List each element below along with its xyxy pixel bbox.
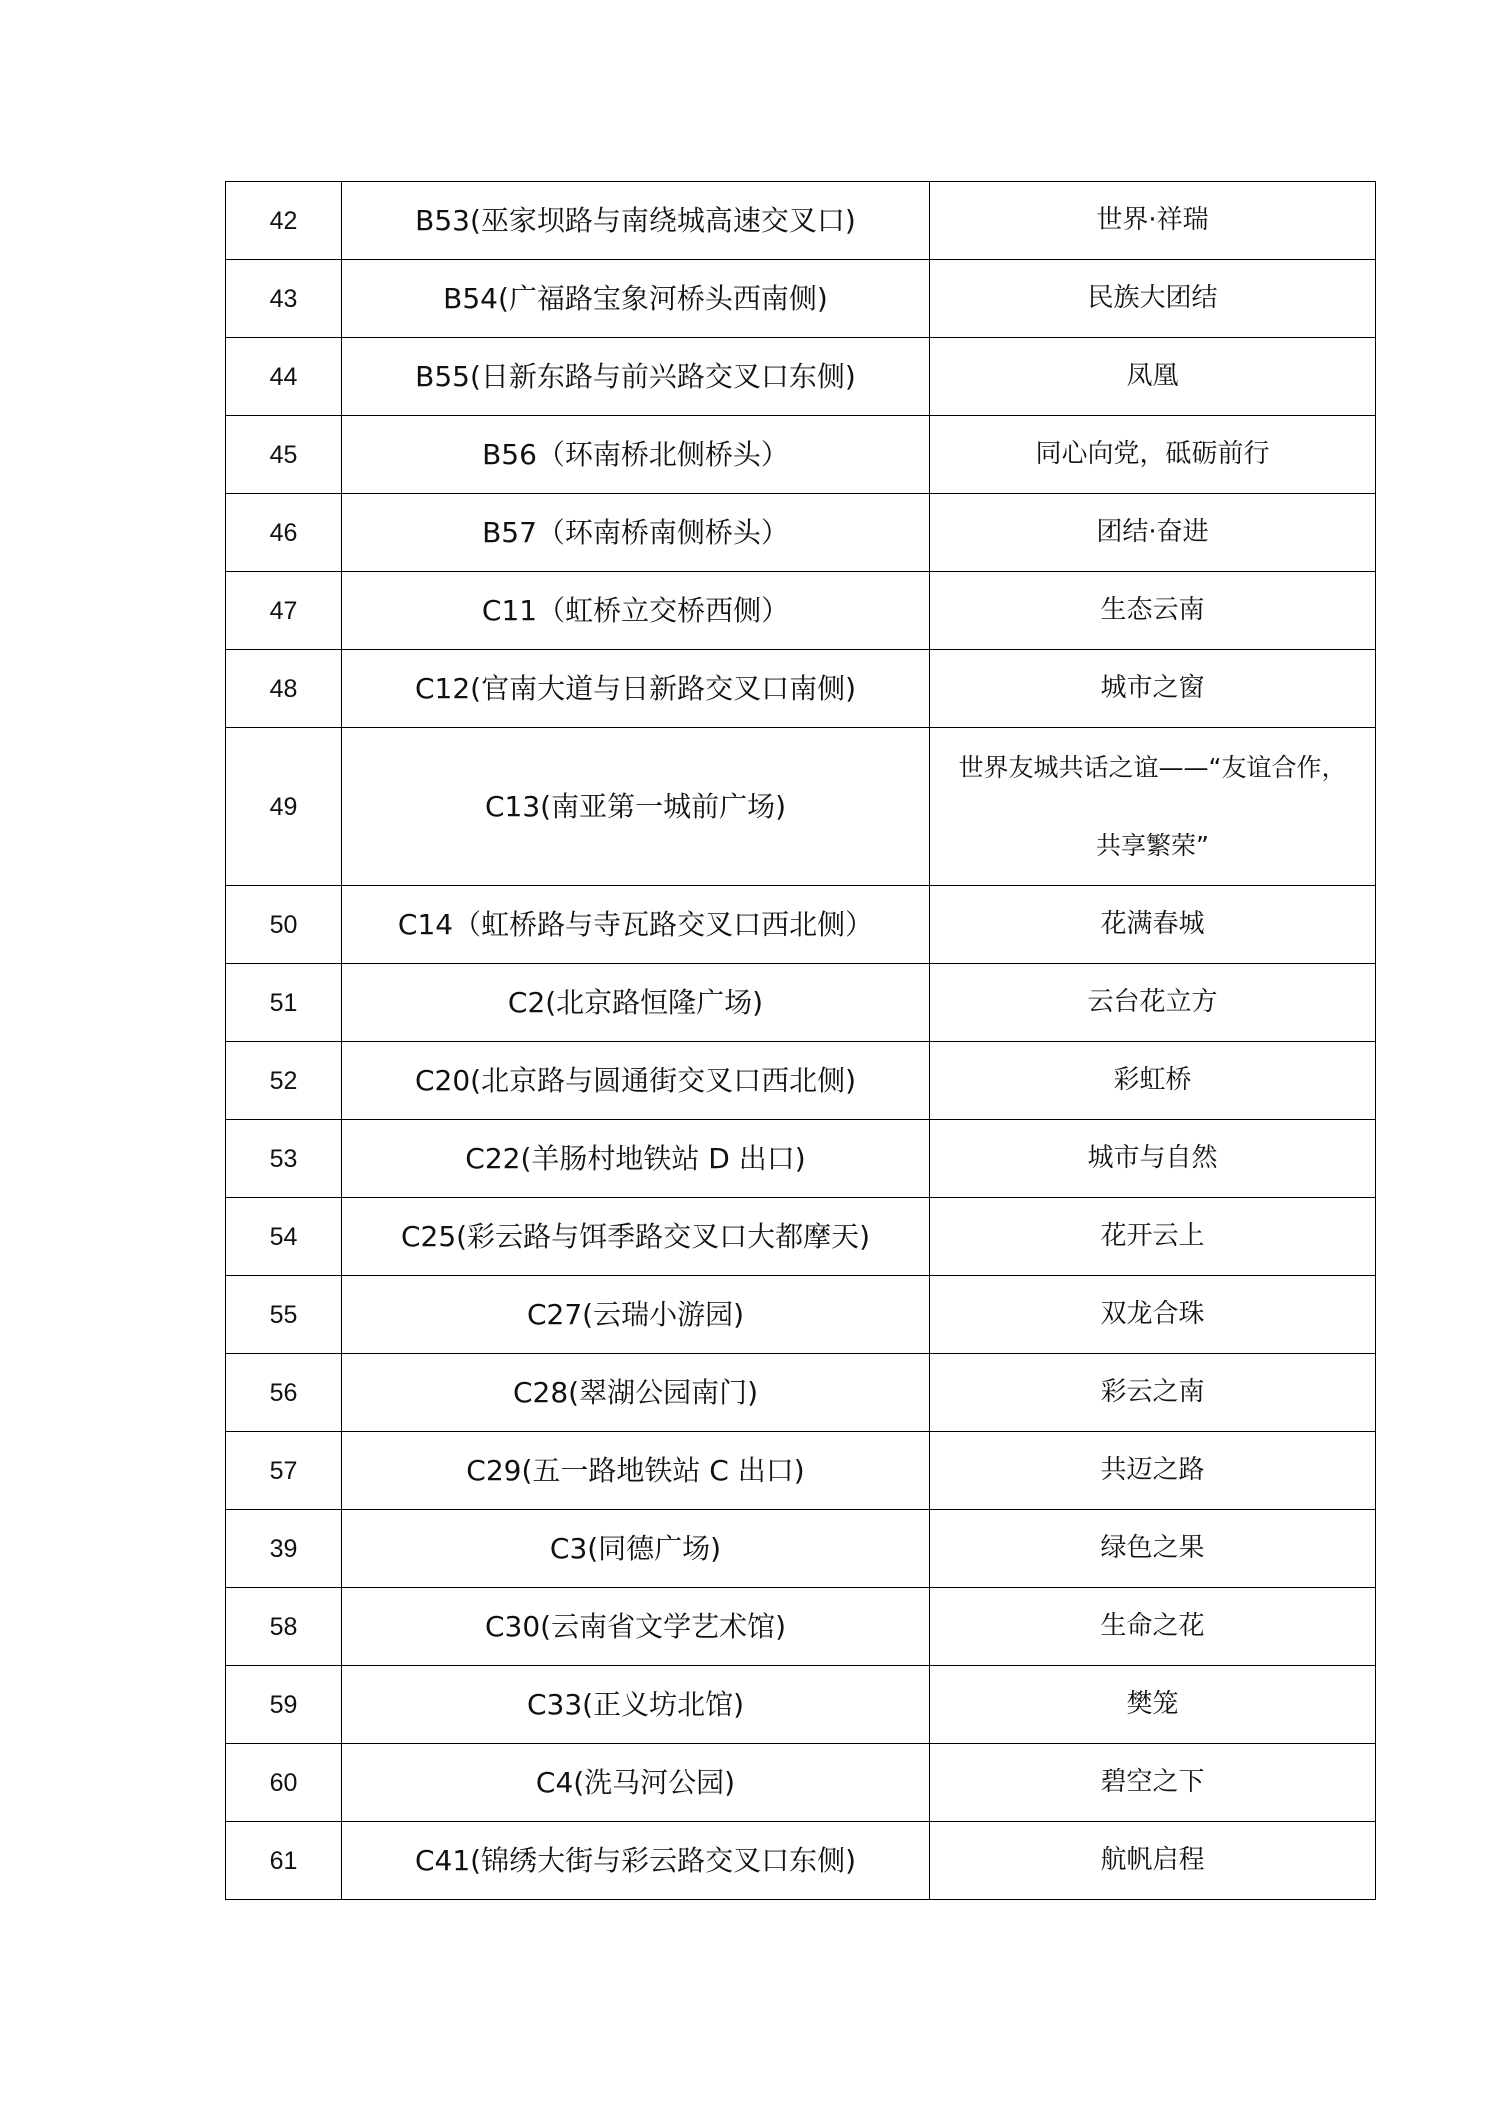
row-number-cell: 54 [226, 1198, 342, 1276]
row-number-cell: 50 [226, 886, 342, 964]
row-number-cell: 61 [226, 1822, 342, 1900]
artwork-name-cell: 花开云上 [930, 1198, 1376, 1276]
location-cell: C33(正义坊北馆) [342, 1666, 930, 1744]
artwork-name-line-2: 共享繁荣” [1096, 830, 1209, 860]
table-row [226, 494, 1376, 572]
row-number-cell: 59 [226, 1666, 342, 1744]
location-cell: B56（环南桥北侧桥头） [342, 416, 930, 494]
location-cell: B54(广福路宝象河桥头西南侧) [342, 260, 930, 338]
artwork-name-cell: 绿色之果 [930, 1510, 1376, 1588]
table-row [226, 1822, 1376, 1900]
table-row [226, 416, 1376, 494]
row-number-cell: 47 [226, 572, 342, 650]
artwork-name-cell: 同心向党，砥砺前行 [930, 416, 1376, 494]
row-number-cell: 48 [226, 650, 342, 728]
row-number-cell: 55 [226, 1276, 342, 1354]
sites-table [225, 181, 1376, 1900]
table-row [226, 1744, 1376, 1822]
row-number-cell: 44 [226, 338, 342, 416]
table-row [226, 1198, 1376, 1276]
artwork-name-cell: 云台花立方 [930, 964, 1376, 1042]
table-row [226, 650, 1376, 728]
artwork-name-cell: 民族大团结 [930, 260, 1376, 338]
artwork-name-cell: 彩虹桥 [930, 1042, 1376, 1120]
row-number-cell: 39 [226, 1510, 342, 1588]
artwork-name-cell: 团结·奋进 [930, 494, 1376, 572]
row-number-cell: 49 [226, 728, 342, 886]
table-row [226, 1354, 1376, 1432]
location-cell: C27(云瑞小游园) [342, 1276, 930, 1354]
artwork-name-cell: 樊笼 [930, 1666, 1376, 1744]
artwork-name-cell: 碧空之下 [930, 1744, 1376, 1822]
location-cell: C13(南亚第一城前广场) [342, 728, 930, 886]
location-cell: B55(日新东路与前兴路交叉口东侧) [342, 338, 930, 416]
row-number-cell: 42 [226, 182, 342, 260]
table-row [226, 1666, 1376, 1744]
row-number-cell: 51 [226, 964, 342, 1042]
location-cell: C11（虹桥立交桥西侧） [342, 572, 930, 650]
artwork-name-cell: 航帆启程 [930, 1822, 1376, 1900]
artwork-name-cell: 双龙合珠 [930, 1276, 1376, 1354]
location-cell: C14（虹桥路与寺瓦路交叉口西北侧） [342, 886, 930, 964]
location-cell: C20(北京路与圆通街交叉口西北侧) [342, 1042, 930, 1120]
location-cell: C2(北京路恒隆广场) [342, 964, 930, 1042]
table-row [226, 1120, 1376, 1198]
table-row [226, 182, 1376, 260]
location-cell: B53(巫家坝路与南绕城高速交叉口) [342, 182, 930, 260]
artwork-name-cell: 共迈之路 [930, 1432, 1376, 1510]
row-number-cell: 46 [226, 494, 342, 572]
sites-table-body [226, 182, 1376, 1900]
row-number-cell: 56 [226, 1354, 342, 1432]
artwork-name-cell: 花满春城 [930, 886, 1376, 964]
artwork-name-line-1: 世界友城共话之谊——“友谊合作， [958, 752, 1347, 782]
table-row [226, 1042, 1376, 1120]
row-number-cell: 45 [226, 416, 342, 494]
location-cell: B57（环南桥南侧桥头） [342, 494, 930, 572]
artwork-name-cell: 生命之花 [930, 1588, 1376, 1666]
row-number-cell: 57 [226, 1432, 342, 1510]
artwork-name-cell: 城市与自然 [930, 1120, 1376, 1198]
table-row [226, 1432, 1376, 1510]
table-row [226, 728, 1376, 886]
row-number-cell: 43 [226, 260, 342, 338]
artwork-name-cell [930, 728, 1376, 886]
table-row [226, 338, 1376, 416]
location-cell: C28(翠湖公园南门) [342, 1354, 930, 1432]
location-cell: C29(五一路地铁站 C 出口) [342, 1432, 930, 1510]
row-number-cell: 53 [226, 1120, 342, 1198]
table-row [226, 572, 1376, 650]
table-row [226, 886, 1376, 964]
artwork-name-cell: 生态云南 [930, 572, 1376, 650]
row-number-cell: 60 [226, 1744, 342, 1822]
location-cell: C25(彩云路与饵季路交叉口大都摩天) [342, 1198, 930, 1276]
location-cell: C4(洗马河公园) [342, 1744, 930, 1822]
table-row [226, 964, 1376, 1042]
artwork-name-cell: 凤凰 [930, 338, 1376, 416]
location-cell: C41(锦绣大街与彩云路交叉口东侧) [342, 1822, 930, 1900]
location-cell: C3(同德广场) [342, 1510, 930, 1588]
location-cell: C30(云南省文学艺术馆) [342, 1588, 930, 1666]
artwork-name-cell: 世界·祥瑞 [930, 182, 1376, 260]
location-cell: C22(羊肠村地铁站 D 出口) [342, 1120, 930, 1198]
table-row [226, 1588, 1376, 1666]
table-row [226, 1510, 1376, 1588]
artwork-name-cell: 城市之窗 [930, 650, 1376, 728]
table-row [226, 1276, 1376, 1354]
row-number-cell: 52 [226, 1042, 342, 1120]
table-row [226, 260, 1376, 338]
row-number-cell: 58 [226, 1588, 342, 1666]
location-cell: C12(官南大道与日新路交叉口南侧) [342, 650, 930, 728]
artwork-name-cell: 彩云之南 [930, 1354, 1376, 1432]
